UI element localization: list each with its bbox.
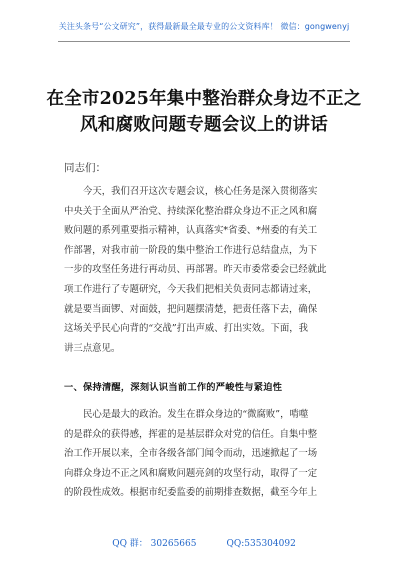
paragraph-line: 讲三点意见。 [64,342,121,354]
paragraph-line: 一步的攻坚任务进行再动员、再部署。昨天市委常委会已经就此 [64,264,327,276]
title-line: 风和腐败问题专题会议上的讲话 [80,115,328,135]
footer-contact [0,536,408,549]
paragraph-line: 向群众身边不正之风和腐败问题亮剑的攻坚行动，取得了一定 [64,467,318,479]
document-title [46,86,362,138]
paragraph-line: 的是群众的获得感，挥霍的是基层群众对党的信任。自集中整 [64,428,318,440]
paragraph-line: 民心是最大的政治。发生在群众身边的“微腐败”，啃噬 [83,409,309,420]
paragraph-line: 作部署，对我市前一阶段的集中整治工作进行总结盘点，为下 [64,244,318,256]
header-divider [58,41,350,42]
paragraph-line: 中央关于全面从严治党、持续深化整治群众身边不正之风和腐 [64,205,318,217]
paragraph-line: 就是要当面锣、对面鼓，把问题摆清楚，把责任落下去，确保 [64,303,318,315]
paragraph-body [64,405,354,503]
salutation: 同志们： [64,162,106,174]
paragraph-line: 治工作开展以来，全市各级各部门闻令而动，迅速掀起了一场 [64,448,318,460]
title-line: 在全市2025年集中整治群众身边不正之 [46,89,362,109]
section-heading: 一、保持清醒，深刻认识当前工作的严峻性与紧迫性 [64,382,283,393]
paragraph-line: 的阶段性成效。根据市纪委监委的前期排查数据，截至今年上 [64,487,318,499]
footer-qq-group: QQ 群： 30265665 [112,539,197,549]
paragraph-intro [64,182,354,358]
footer-qq-contact: QQ:535304092 [226,539,296,549]
paragraph-line: 这场关乎民心向背的“交战”打出声威、打出实效。下面，我 [64,323,308,335]
paragraph-line: 项工作进行了专题研究，今天我们把相关负责同志都请过来， [64,283,318,295]
paragraph-line: 今天，我们召开这次专题会议，核心任务是深入贯彻落实 [83,186,318,197]
header-banner: 关注头条号“公文研究”，获得最新最全最专业的公文资料库！ 微信：gongwenyj [58,22,350,31]
paragraph-line: 败问题的系列重要指示精神，认真落实*省委、*州委的有关工 [64,225,318,237]
